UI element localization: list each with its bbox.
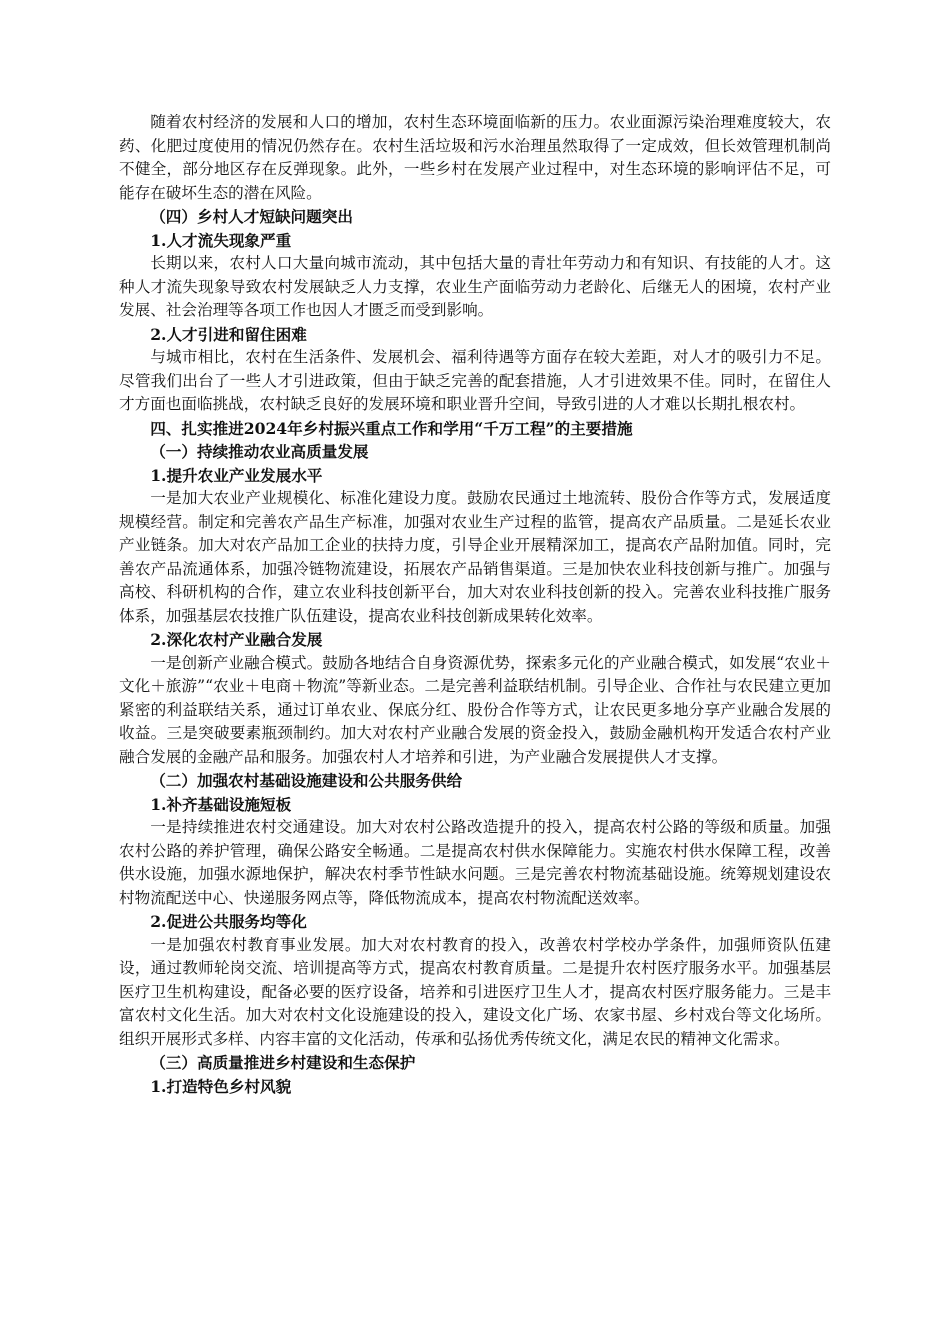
subheading-industry-integration: 2.深化农村产业融合发展 [150, 630, 323, 649]
subheading-rural-features: 1.打造特色乡村风貌 [150, 1076, 292, 1096]
paragraph-talent-attraction: 与城市相比，农村在生活条件、发展机会、福利待遇等方面存在较大差距，对人才的吸引力不足。尽管我们出台了一些人才引进政策，但由于缺乏完善的配套措施，人才引进效果不佳。同时，在留住人才方面也面临挑战，农村缺乏良好的发展环境和职业晋升空间，导致引进的人才难以长期扎根农村。 [119, 348, 831, 413]
section-heading-agriculture: （一）持续推动农业高质量发展 [150, 442, 369, 461]
section-heading-infrastructure: （二）加强农村基础设施建设和公共服务供给 [150, 771, 463, 790]
subheading-talent-loss: 1.人才流失现象严重 [150, 230, 292, 250]
paragraph-talent-loss: 长期以来，农村人口大量向城市流动，其中包括大量的青壮年劳动力和有知识、有技能的人才。这种人才流失现象导致农村发展缺乏人力支撑，农业生产面临劳动力老龄化、后继无人的困境，农村产业发展、社会治理等各项工作也因人才匮乏而受到影响。 [119, 254, 831, 319]
paragraph-public-services: 一是加强农村教育事业发展。加大对农村教育的投入，改善农村学校办学条件，加强师资队伍建设，通过教师轮岗交流、培训提高等方式，提高农村教育质量。二是提升农村医疗服务水平。加强基层医疗卫生机构建设，配备必要的医疗设备，培养和引进医疗卫生人才，提高农村医疗服务能力。三是丰富农村文化生活。加大对农村文化设施建设的投入，建设文化广场、农家书屋、乡村戏台等文化场所。组织开展形式多样、内容丰富的文化活动，传承和弘扬优秀传统文化，满足农民的精神文化需求。 [119, 935, 831, 1048]
section-heading-talent-shortage: （四）乡村人才短缺问题突出 [150, 207, 353, 226]
subheading-talent-attraction: 2.人才引进和留住困难 [150, 324, 307, 344]
paragraph-ecology-pressure: 随着农村经济的发展和人口的增加，农村生态环境面临新的压力。农业面源污染治理难度较大，农药、化肥过度使用的情况仍然存在。农村生活垃圾和污水治理虽然取得了一定成效，但长效管理机制尚不健全，部分地区存在反弹现象。此外，一些乡村在发展产业过程中，对生态环境的影响评估不足，可能存在破坏生态的潜在风险。 [119, 113, 831, 202]
document-page [119, 111, 831, 1098]
subheading-agri-industry: 1.提升农业产业发展水平 [150, 465, 323, 485]
paragraph-agri-industry: 一是加大农业产业规模化、标准化建设力度。鼓励农民通过土地流转、股份合作等方式，发展适度规模经营。制定和完善农产品生产标准，加强对农业生产过程的监管，提高农产品质量。二是延长农业产业链条。加大对农产品加工企业的扶持力度，引导企业开展精深加工，提高农产品附加值。同时，完善农产品流通体系，加强冷链物流建设，拓展农产品销售渠道。三是加快农业科技创新与推广。加强与高校、科研机构的合作，建立农业科技创新平台，加大对农业科技创新的投入。完善农业科技推广服务体系，加强基层农技推广队伍建设，提高农业科技创新成果转化效率。 [119, 489, 831, 625]
paragraph-industry-integration: 一是创新产业融合模式。鼓励各地结合自身资源优势，探索多元化的产业融合模式，如发展“农业＋文化＋旅游”“农业＋电商＋物流”等新业态。二是完善利益联结机制。引导企业、合作社与农民建立更加紧密的利益联结关系，通过订单农业、保底分红、股份合作等方式，让农民更多地分享产业融合发展的收益。三是突破要素瓶颈制约。加大对农村产业融合发展的资金投入，鼓励金融机构开发适合农村产业融合发展的金融产品和服务。加强农村人才培养和引进，为产业融合发展提供人才支撑。 [119, 653, 831, 766]
subheading-public-services: 2.促进公共服务均等化 [150, 912, 307, 931]
subheading-infrastructure-gaps: 1.补齐基础设施短板 [150, 794, 292, 814]
paragraph-infrastructure-gaps: 一是持续推进农村交通建设。加大对农村公路改造提升的投入，提高农村公路的等级和质量。加强农村公路的养护管理，确保公路安全畅通。二是提高农村供水保障能力。实施农村供水保障工程，改善供水设施，加强水源地保护，解决农村季节性缺水问题。三是完善农村物流基础设施。统筹规划建设农村物流配送中心、快递服务网点等，降低物流成本，提高农村物流配送效率。 [119, 818, 831, 907]
chapter-heading-measures: 四、扎实推进2024年乡村振兴重点工作和学用“千万工程”的主要措施 [150, 418, 633, 438]
section-heading-rural-construction: （三）高质量推进乡村建设和生态保护 [150, 1053, 416, 1072]
